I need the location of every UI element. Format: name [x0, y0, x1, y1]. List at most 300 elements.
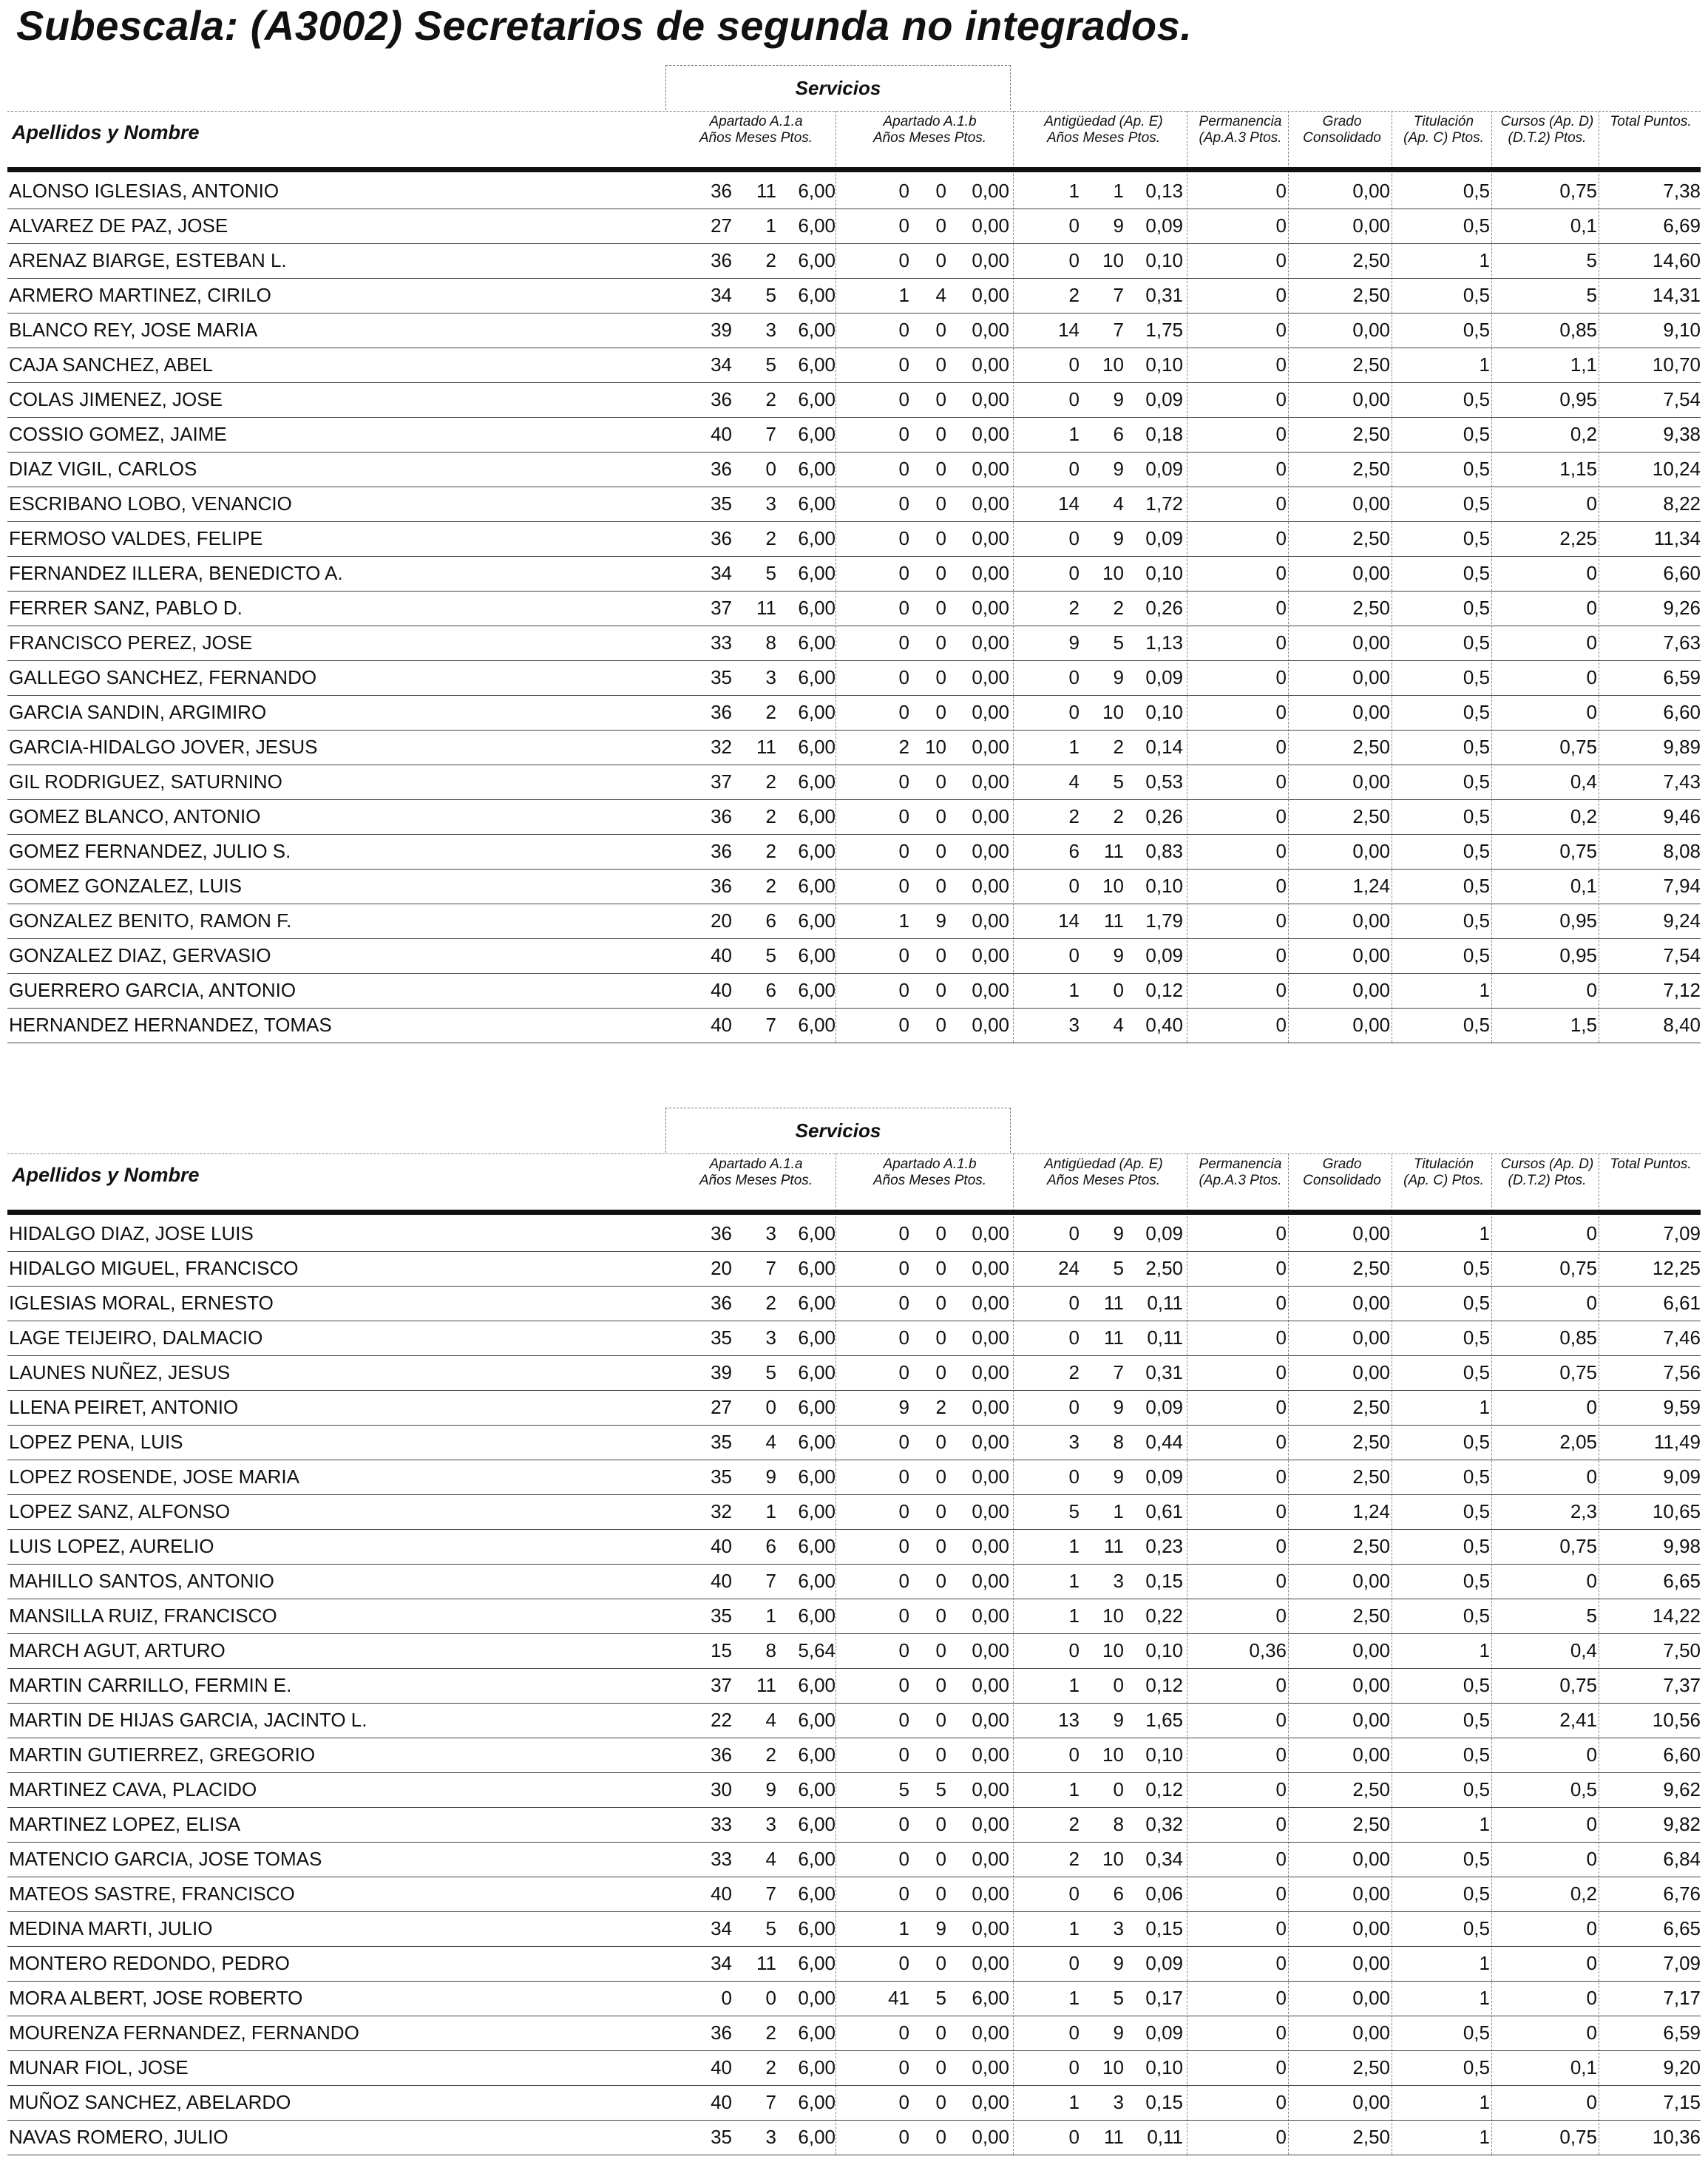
table-row: [7, 1668, 1701, 1704]
a1b-months-cell: 0: [935, 979, 946, 1001]
a1a-years-cell: 36: [711, 388, 732, 410]
a1b-months-cell: 0: [935, 597, 946, 619]
header-permanencia-line: Permanencia: [1199, 114, 1282, 129]
titulacion-cell: 0,5: [1463, 805, 1490, 827]
table-row: [7, 904, 1701, 939]
a1b-points-cell: 0,00: [972, 631, 1009, 654]
name-cell: MARTINEZ CAVA, PLACIDO: [9, 1778, 257, 1800]
ant-months-cell: 11: [1104, 1292, 1124, 1314]
a1a-months-cell: 2: [765, 2056, 776, 2078]
a1b-months-cell: 10: [925, 736, 946, 758]
total-cell: 9,10: [1663, 319, 1701, 341]
name-cell: CAJA SANCHEZ, ABEL: [9, 353, 213, 376]
permanencia-cell: 0: [1275, 1361, 1287, 1383]
grado-cell: 0,00: [1352, 2091, 1390, 2113]
a1b-years-cell: 1: [898, 909, 909, 932]
table-row: [7, 174, 1701, 209]
a1a-points-cell: 6,00: [798, 1222, 836, 1244]
table-row: [7, 765, 1701, 800]
ant-points-cell: 1,75: [1145, 319, 1183, 341]
a1a-points-cell: 6,00: [798, 1570, 836, 1592]
grado-cell: 2,50: [1352, 1396, 1390, 1418]
ant-months-cell: 9: [1113, 944, 1124, 966]
name-cell: GARCIA-HIDALGO JOVER, JESUS: [9, 736, 318, 758]
a1a-years-cell: 27: [711, 1396, 732, 1418]
a1a-months-cell: 9: [765, 1778, 776, 1800]
ant-points-cell: 0,44: [1145, 1431, 1183, 1453]
table-row: [7, 1842, 1701, 1877]
a1a-months-cell: 5: [765, 1361, 776, 1383]
ant-points-cell: 0,06: [1145, 1883, 1183, 1905]
ant-months-cell: 9: [1113, 1952, 1124, 1974]
ant-months-cell: 7: [1113, 284, 1124, 306]
ant-points-cell: 1,13: [1145, 631, 1183, 654]
a1b-years-cell: 0: [898, 1604, 909, 1627]
titulacion-cell: 0,5: [1463, 597, 1490, 619]
total-cell: 7,94: [1663, 875, 1701, 897]
name-cell: LAUNES NUÑEZ, JESUS: [9, 1361, 231, 1383]
permanencia-cell: 0: [1275, 1431, 1287, 1453]
cursos-cell: 0,75: [1559, 1257, 1597, 1279]
a1a-months-cell: 7: [765, 1883, 776, 1905]
grado-cell: 0,00: [1352, 1883, 1390, 1905]
total-cell: 6,65: [1663, 1917, 1701, 1939]
a1b-years-cell: 0: [898, 770, 909, 793]
name-cell: FERMOSO VALDES, FELIPE: [9, 527, 263, 549]
a1a-points-cell: 6,00: [798, 214, 836, 237]
a1b-years-cell: 0: [898, 458, 909, 480]
a1b-points-cell: 0,00: [972, 1744, 1009, 1766]
a1a-points-cell: 6,00: [798, 1813, 836, 1835]
ant-points-cell: 0,09: [1145, 666, 1183, 688]
servicios-header: Servicios: [665, 1108, 1011, 1153]
name-cell: ALVAREZ DE PAZ, JOSE: [9, 214, 228, 237]
a1a-years-cell: 40: [711, 944, 732, 966]
ant-years-cell: 3: [1068, 1431, 1080, 1453]
a1b-points-cell: 0,00: [972, 2056, 1009, 2078]
a1b-points-cell: 0,00: [972, 597, 1009, 619]
ant-months-cell: 8: [1113, 1813, 1124, 1835]
table-row: [7, 799, 1701, 835]
titulacion-cell: 0,5: [1463, 214, 1490, 237]
a1a-points-cell: 6,00: [798, 2126, 836, 2148]
permanencia-cell: 0: [1275, 1535, 1287, 1557]
grado-cell: 0,00: [1352, 1014, 1390, 1036]
titulacion-cell: 1: [1479, 979, 1490, 1001]
titulacion-cell: 0,5: [1463, 1431, 1490, 1453]
a1a-months-cell: 2: [765, 2022, 776, 2044]
a1b-points-cell: 0,00: [972, 1396, 1009, 1418]
ant-points-cell: 0,11: [1147, 1292, 1183, 1314]
ant-points-cell: 0,09: [1145, 1222, 1183, 1244]
header-a1b-line: Años Meses Ptos.: [872, 130, 987, 146]
table-row: [7, 869, 1701, 904]
a1a-years-cell: 36: [711, 249, 732, 271]
name-cell: MATEOS SASTRE, FRANCISCO: [9, 1883, 295, 1905]
table-row: [7, 1981, 1701, 2016]
a1b-points-cell: 0,00: [972, 1674, 1009, 1696]
titulacion-cell: 0,5: [1463, 1535, 1490, 1557]
ant-months-cell: 10: [1102, 701, 1124, 723]
cursos-cell: 0: [1586, 2022, 1597, 2044]
a1b-months-cell: 0: [935, 875, 946, 897]
name-cell: GIL RODRIGUEZ, SATURNINO: [9, 770, 282, 793]
table-row: [7, 1877, 1701, 1912]
ant-months-cell: 10: [1102, 2056, 1124, 2078]
a1b-points-cell: 0,00: [972, 458, 1009, 480]
titulacion-cell: 0,5: [1463, 1361, 1490, 1383]
a1b-points-cell: 0,00: [972, 1570, 1009, 1592]
ant-years-cell: 0: [1068, 1952, 1080, 1974]
ant-points-cell: 1,65: [1145, 1709, 1183, 1731]
a1a-points-cell: 6,00: [798, 875, 836, 897]
header-a1b: [843, 1156, 1017, 1199]
a1a-months-cell: 3: [765, 666, 776, 688]
ant-years-cell: 14: [1058, 492, 1080, 515]
permanencia-cell: 0: [1275, 353, 1287, 376]
a1a-years-cell: 40: [711, 2056, 732, 2078]
ant-months-cell: 6: [1113, 1883, 1124, 1905]
titulacion-cell: 0,5: [1463, 1326, 1490, 1349]
a1b-months-cell: 0: [935, 214, 946, 237]
a1a-years-cell: 39: [711, 1361, 732, 1383]
a1a-months-cell: 3: [765, 1813, 776, 1835]
a1a-months-cell: 6: [765, 909, 776, 932]
table-row: [7, 1008, 1701, 1043]
a1a-years-cell: 20: [711, 909, 732, 932]
a1b-points-cell: 0,00: [972, 284, 1009, 306]
cursos-cell: 0,85: [1559, 1326, 1597, 1349]
name-cell: COLAS JIMENEZ, JOSE: [9, 388, 223, 410]
grado-cell: 0,00: [1352, 1848, 1390, 1870]
a1b-years-cell: 0: [898, 527, 909, 549]
a1b-years-cell: 1: [898, 1917, 909, 1939]
ant-months-cell: 10: [1102, 875, 1124, 897]
a1b-points-cell: 0,00: [972, 214, 1009, 237]
cursos-cell: 0,75: [1559, 2126, 1597, 2148]
a1b-points-cell: 0,00: [972, 492, 1009, 515]
total-cell: 6,59: [1663, 666, 1701, 688]
a1a-months-cell: 6: [765, 1535, 776, 1557]
name-cell: NAVAS ROMERO, JULIO: [9, 2126, 228, 2148]
a1b-points-cell: 0,00: [972, 1917, 1009, 1939]
a1b-years-cell: 0: [898, 388, 909, 410]
table-row: [7, 1390, 1701, 1426]
header-a1b-line: Apartado A.1.b: [883, 114, 977, 129]
cursos-cell: 0,75: [1559, 180, 1597, 202]
cursos-cell: 0: [1586, 666, 1597, 688]
ant-points-cell: 0,09: [1145, 944, 1183, 966]
a1b-years-cell: 0: [898, 597, 909, 619]
a1b-months-cell: 2: [935, 1396, 946, 1418]
a1a-years-cell: 33: [711, 631, 732, 654]
cursos-cell: 0: [1586, 1222, 1597, 1244]
permanencia-cell: 0: [1275, 1813, 1287, 1835]
header-a1a-line: Apartado A.1.a: [709, 114, 803, 129]
a1b-years-cell: 0: [898, 875, 909, 897]
cursos-cell: 0,75: [1559, 1535, 1597, 1557]
permanencia-cell: 0: [1275, 1883, 1287, 1905]
titulacion-cell: 0,5: [1463, 1917, 1490, 1939]
total-cell: 7,38: [1663, 180, 1701, 202]
ant-points-cell: 0,10: [1145, 701, 1183, 723]
cursos-cell: 0,1: [1570, 2056, 1597, 2078]
ant-months-cell: 4: [1113, 1014, 1124, 1036]
a1a-points-cell: 6,00: [798, 805, 836, 827]
grado-cell: 2,50: [1352, 2126, 1390, 2148]
ant-points-cell: 0,09: [1145, 1465, 1183, 1488]
ant-years-cell: 1: [1068, 2091, 1080, 2113]
titulacion-cell: 0,5: [1463, 770, 1490, 793]
titulacion-cell: 0,5: [1463, 1674, 1490, 1696]
permanencia-cell: 0: [1275, 1917, 1287, 1939]
titulacion-cell: 0,5: [1463, 527, 1490, 549]
ant-points-cell: 0,18: [1145, 423, 1183, 445]
a1a-months-cell: 2: [765, 388, 776, 410]
total-cell: 6,76: [1663, 1883, 1701, 1905]
titulacion-cell: 0,5: [1463, 2056, 1490, 2078]
a1b-months-cell: 0: [935, 1326, 946, 1349]
total-cell: 9,98: [1663, 1535, 1701, 1557]
permanencia-cell: 0: [1275, 284, 1287, 306]
a1b-points-cell: 0,00: [972, 875, 1009, 897]
permanencia-cell: 0: [1275, 944, 1287, 966]
header-titulacion: [1394, 1156, 1494, 1199]
table-row: [7, 695, 1701, 731]
a1b-years-cell: 0: [898, 701, 909, 723]
total-cell: 7,09: [1663, 1222, 1701, 1244]
cursos-cell: 0: [1586, 597, 1597, 619]
titulacion-cell: 0,5: [1463, 1883, 1490, 1905]
name-cell: ARMERO MARTINEZ, CIRILO: [9, 284, 271, 306]
a1b-years-cell: 0: [898, 562, 909, 584]
ant-months-cell: 3: [1113, 1570, 1124, 1592]
a1b-points-cell: 0,00: [972, 1778, 1009, 1800]
ant-years-cell: 1: [1068, 1570, 1080, 1592]
name-cell: FRANCISCO PEREZ, JOSE: [9, 631, 253, 654]
total-cell: 9,09: [1663, 1465, 1701, 1488]
permanencia-cell: 0: [1275, 2091, 1287, 2113]
titulacion-cell: 1: [1479, 1987, 1490, 2009]
a1a-months-cell: 1: [765, 214, 776, 237]
titulacion-cell: 0,5: [1463, 631, 1490, 654]
name-cell: FERRER SANZ, PABLO D.: [9, 597, 243, 619]
titulacion-cell: 0,5: [1463, 180, 1490, 202]
a1a-points-cell: 6,00: [798, 1674, 836, 1696]
a1b-points-cell: 0,00: [972, 979, 1009, 1001]
a1a-points-cell: 6,00: [798, 1396, 836, 1418]
a1a-points-cell: 6,00: [798, 701, 836, 723]
ant-months-cell: 0: [1113, 1674, 1124, 1696]
ant-points-cell: 0,26: [1145, 805, 1183, 827]
ant-points-cell: 0,10: [1145, 1639, 1183, 1661]
table-row: [7, 2085, 1701, 2121]
a1a-points-cell: 6,00: [798, 249, 836, 271]
permanencia-cell: 0: [1275, 1709, 1287, 1731]
a1b-years-cell: 0: [898, 423, 909, 445]
ant-months-cell: 10: [1102, 249, 1124, 271]
a1b-points-cell: 0,00: [972, 840, 1009, 862]
a1b-points-cell: 0,00: [972, 1952, 1009, 1974]
total-cell: 11,49: [1653, 1431, 1701, 1453]
table-row: [7, 1738, 1701, 1773]
grado-cell: 0,00: [1352, 1987, 1390, 2009]
a1a-months-cell: 4: [765, 1848, 776, 1870]
permanencia-cell: 0: [1275, 1465, 1287, 1488]
cursos-cell: 0: [1586, 1987, 1597, 2009]
table-row: [7, 626, 1701, 661]
permanencia-cell: 0: [1275, 1292, 1287, 1314]
total-cell: 7,43: [1663, 770, 1701, 793]
name-cell: MANSILLA RUIZ, FRANCISCO: [9, 1604, 277, 1627]
titulacion-cell: 0,5: [1463, 1604, 1490, 1627]
table-row: [7, 1807, 1701, 1843]
a1a-months-cell: 2: [765, 770, 776, 793]
a1a-points-cell: 6,00: [798, 1014, 836, 1036]
titulacion-cell: 0,5: [1463, 1257, 1490, 1279]
ant-points-cell: 0,10: [1145, 2056, 1183, 2078]
a1b-points-cell: 0,00: [972, 1813, 1009, 1835]
a1b-points-cell: 0,00: [972, 944, 1009, 966]
a1a-months-cell: 5: [765, 562, 776, 584]
ant-points-cell: 0,15: [1145, 2091, 1183, 2113]
a1b-points-cell: 0,00: [972, 1361, 1009, 1383]
header-cursos-line: (D.T.2) Ptos.: [1508, 1173, 1587, 1188]
table-row: [7, 313, 1701, 348]
total-cell: 6,84: [1663, 1848, 1701, 1870]
ant-points-cell: 0,31: [1145, 1361, 1183, 1383]
a1b-years-cell: 0: [898, 353, 909, 376]
a1b-points-cell: 0,00: [972, 2091, 1009, 2113]
a1b-months-cell: 0: [935, 249, 946, 271]
table-block: [0, 1108, 1701, 2162]
grado-cell: 1,24: [1352, 875, 1390, 897]
a1b-points-cell: 0,00: [972, 770, 1009, 793]
total-cell: 7,17: [1663, 1987, 1701, 2009]
a1b-points-cell: 0,00: [972, 423, 1009, 445]
ant-years-cell: 0: [1068, 458, 1080, 480]
titulacion-cell: 1: [1479, 1222, 1490, 1244]
permanencia-cell: 0: [1275, 1744, 1287, 1766]
name-cell: MARTINEZ LOPEZ, ELISA: [9, 1813, 241, 1835]
cursos-cell: 0: [1586, 1813, 1597, 1835]
a1a-months-cell: 9: [765, 1465, 776, 1488]
permanencia-cell: 0: [1275, 597, 1287, 619]
table-row: [7, 1911, 1701, 1947]
ant-months-cell: 11: [1104, 909, 1124, 932]
titulacion-cell: 0,5: [1463, 388, 1490, 410]
permanencia-cell: 0: [1275, 1674, 1287, 1696]
a1a-months-cell: 2: [765, 805, 776, 827]
a1a-points-cell: 6,00: [798, 492, 836, 515]
cursos-cell: 1,1: [1570, 353, 1597, 376]
a1a-points-cell: 6,00: [798, 736, 836, 758]
permanencia-cell: 0: [1275, 1222, 1287, 1244]
grado-cell: 0,00: [1352, 979, 1390, 1001]
a1b-months-cell: 5: [935, 1778, 946, 1800]
ant-years-cell: 2: [1068, 805, 1080, 827]
titulacion-cell: 0,5: [1463, 1465, 1490, 1488]
cursos-cell: 5: [1586, 284, 1597, 306]
cursos-cell: 0,85: [1559, 319, 1597, 341]
ant-points-cell: 0,32: [1145, 1813, 1183, 1835]
a1a-points-cell: 6,00: [798, 631, 836, 654]
ant-years-cell: 2: [1068, 1848, 1080, 1870]
ant-months-cell: 9: [1113, 1709, 1124, 1731]
ant-points-cell: 0,53: [1145, 770, 1183, 793]
name-cell: FERNANDEZ ILLERA, BENEDICTO A.: [9, 562, 343, 584]
ant-points-cell: 1,72: [1145, 492, 1183, 515]
total-cell: 9,59: [1663, 1396, 1701, 1418]
header-titulacion-line: Titulación: [1413, 114, 1474, 129]
header-grado-line: Consolidado: [1303, 130, 1381, 146]
ant-months-cell: 10: [1102, 1744, 1124, 1766]
a1a-years-cell: 40: [711, 1014, 732, 1036]
ant-years-cell: 1: [1068, 180, 1080, 202]
permanencia-cell: 0: [1275, 2126, 1287, 2148]
a1a-years-cell: 33: [711, 1848, 732, 1870]
total-cell: 6,60: [1663, 1744, 1701, 1766]
ant-months-cell: 2: [1113, 805, 1124, 827]
total-cell: 10,24: [1652, 458, 1701, 480]
a1b-points-cell: 0,00: [972, 909, 1009, 932]
ant-months-cell: 10: [1102, 562, 1124, 584]
permanencia-cell: 0: [1275, 840, 1287, 862]
a1a-points-cell: 6,00: [798, 284, 836, 306]
header-total: [1601, 114, 1701, 157]
titulacion-cell: 0,5: [1463, 1014, 1490, 1036]
a1b-years-cell: 0: [898, 1883, 909, 1905]
a1a-points-cell: 6,00: [798, 1326, 836, 1349]
ant-months-cell: 9: [1113, 666, 1124, 688]
ant-months-cell: 3: [1113, 1917, 1124, 1939]
a1a-years-cell: 36: [711, 805, 732, 827]
name-cell: LOPEZ PENA, LUIS: [9, 1431, 183, 1453]
table-row: [7, 1599, 1701, 1634]
a1a-years-cell: 0: [721, 1987, 732, 2009]
name-cell: ESCRIBANO LOBO, VENANCIO: [9, 492, 292, 515]
ant-months-cell: 1: [1113, 180, 1124, 202]
titulacion-cell: 0,5: [1463, 562, 1490, 584]
ant-years-cell: 0: [1068, 562, 1080, 584]
a1a-years-cell: 15: [711, 1639, 732, 1661]
a1b-years-cell: 0: [898, 805, 909, 827]
a1a-points-cell: 6,00: [798, 597, 836, 619]
ant-points-cell: 1,79: [1145, 909, 1183, 932]
header-cursos: [1494, 114, 1601, 157]
ant-points-cell: 0,23: [1145, 1535, 1183, 1557]
titulacion-cell: 0,5: [1463, 736, 1490, 758]
a1b-months-cell: 0: [935, 1014, 946, 1036]
header-grado-line: Grado: [1322, 114, 1362, 129]
table-block: [0, 65, 1701, 1050]
a1a-points-cell: 6,00: [798, 1465, 836, 1488]
ant-years-cell: 1: [1068, 1987, 1080, 2009]
cursos-cell: 0: [1586, 492, 1597, 515]
ant-points-cell: 0,11: [1147, 2126, 1183, 2148]
table-row: [7, 243, 1701, 279]
grado-cell: 0,00: [1352, 1222, 1390, 1244]
ant-months-cell: 9: [1113, 458, 1124, 480]
permanencia-cell: 0: [1275, 562, 1287, 584]
name-cell: MARTIN GUTIERREZ, GREGORIO: [9, 1744, 316, 1766]
name-cell: COSSIO GOMEZ, JAIME: [9, 423, 227, 445]
a1a-months-cell: 11: [756, 1674, 776, 1696]
a1a-years-cell: 27: [711, 214, 732, 237]
a1b-months-cell: 0: [935, 770, 946, 793]
ant-points-cell: 0,17: [1145, 1987, 1183, 2009]
name-cell: MOURENZA FERNANDEZ, FERNANDO: [9, 2022, 359, 2044]
